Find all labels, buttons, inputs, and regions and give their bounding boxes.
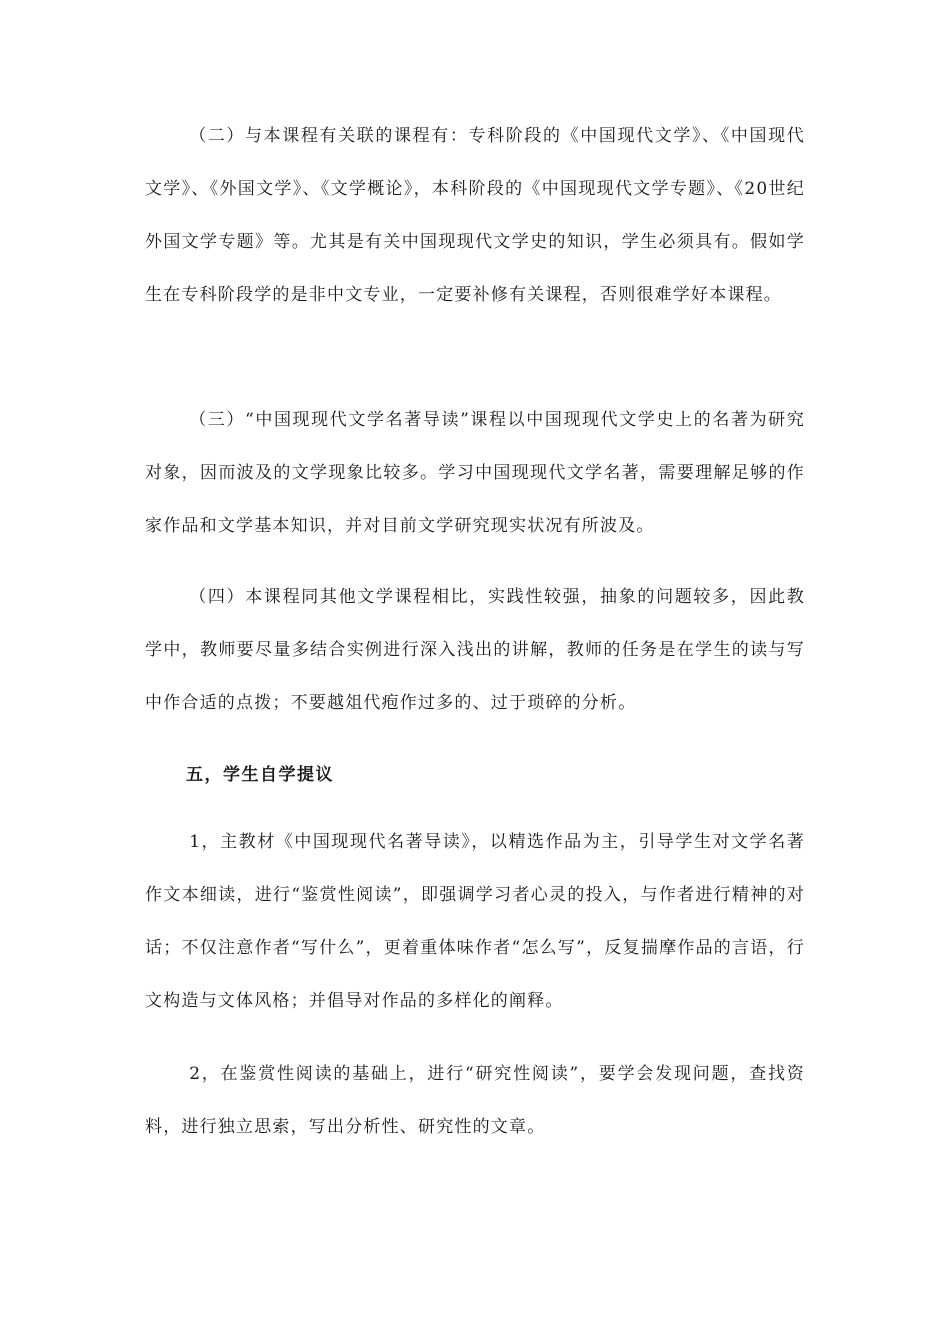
paragraph-related-courses: （二）与本课程有关联的课程有：专科阶段的《中国现代文学》、《中国现代文学》、《外国文学》、《文学概论》，本科阶段的《中国现现代文学专题》、《20世纪外国文学专题》等。尤其是有关中国现现代文学史的知识，学生必须具有。假如学生在专科阶段学的是非中文专业，一定要补修有关课程，否则很难学好本课程。: [145, 126, 805, 305]
paragraph-course-scope: （三）“中国现现代文学名著导读”课程以中国现现代文学史上的名著为研究对象，因而波及的文学现象比较多。学习中国现现代文学名著，需要理解足够的作家作品和文学基本知识，并对目前文学研究现实状况有所波及。: [145, 410, 805, 536]
section-heading-self-study: 五，学生自学提议: [186, 765, 334, 785]
paragraph-self-study-2: 2，在鉴赏性阅读的基础上，进行“研究性阅读”，要学会发现问题，查找资料，进行独立思索，写出分析性、研究性的文章。: [145, 1064, 805, 1137]
paragraph-self-study-1: 1，主教材《中国现现代名著导读》，以精选作品为主，引导学生对文学名著作文本细读，进行“鉴赏性阅读”，即强调学习者心灵的投入，与作者进行精神的对话；不仅注意作者“写什么”，更着重体味作者“怎么写”，反复揣摩作品的言语，行文构造与文体风格；并倡导对作品的多样化的阐释。: [145, 832, 805, 1011]
paragraph-teaching-practice: （四）本课程同其他文学课程相比，实践性较强，抽象的问题较多，因此教学中，教师要尽量多结合实例进行深入浅出的讲解，教师的任务是在学生的读与写中作合适的点拨；不要越俎代疱作过多的、过于琐碎的分析。: [145, 587, 805, 713]
